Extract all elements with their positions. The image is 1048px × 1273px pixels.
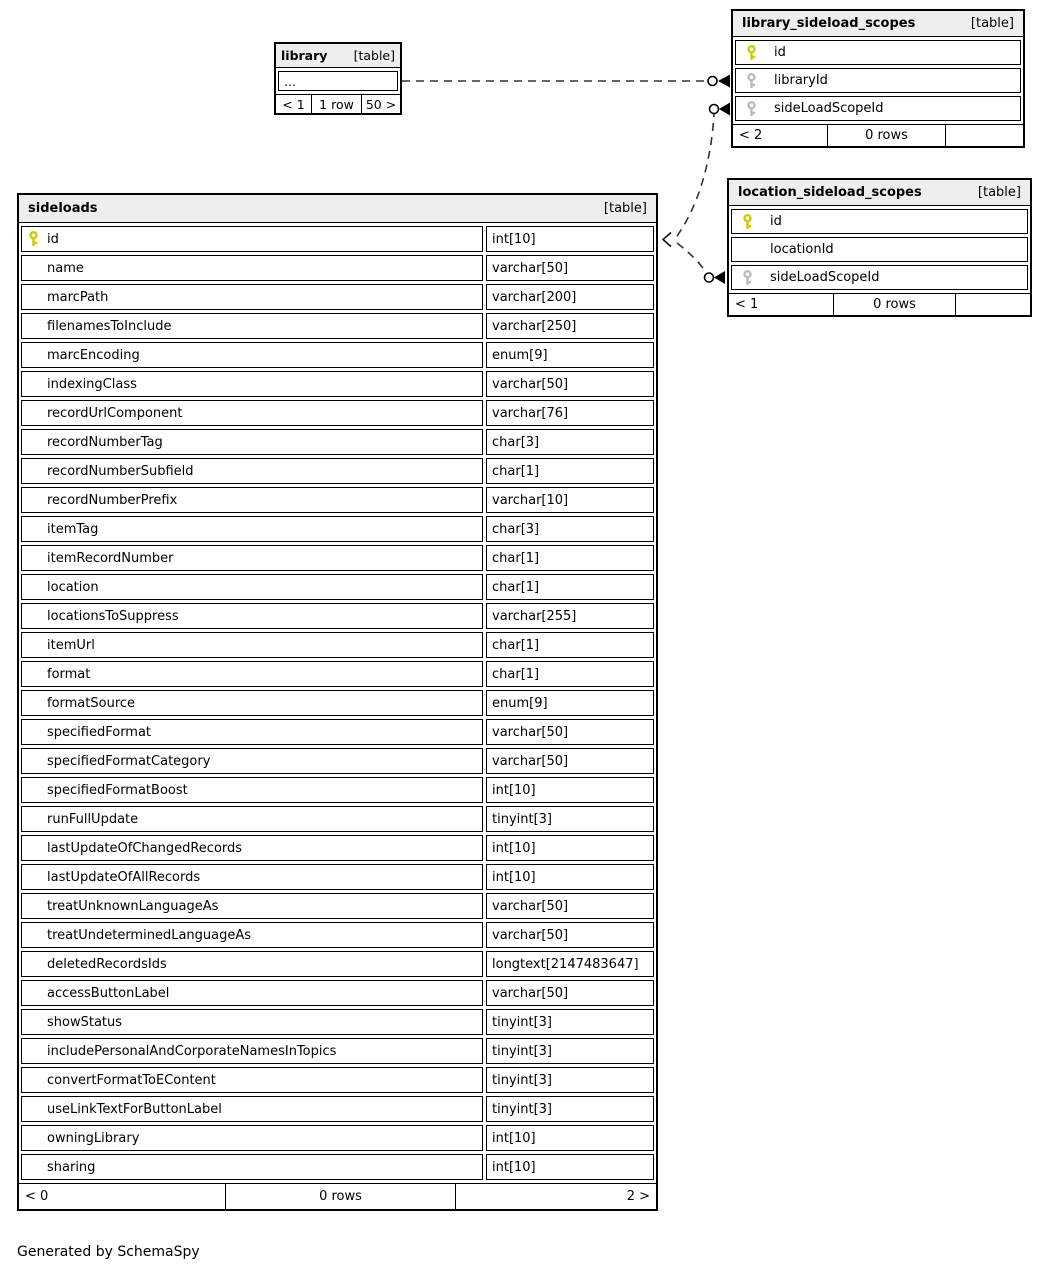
column-type: varchar[50] <box>486 748 654 774</box>
column-name-cell <box>21 1096 483 1122</box>
column-name: specifiedFormat <box>47 724 152 740</box>
column-type: int[10] <box>486 1125 654 1151</box>
column-row <box>21 371 654 397</box>
table-sideloads <box>17 193 658 1211</box>
arrowhead-icon <box>718 75 730 88</box>
column-name-cell <box>21 632 483 658</box>
column-row <box>21 893 654 919</box>
footer-parent-count: < 2 <box>739 128 763 143</box>
table-footer <box>19 1183 656 1209</box>
column-name: recordNumberTag <box>47 434 163 450</box>
column-type: char[1] <box>486 632 654 658</box>
column-name-cell <box>21 603 483 629</box>
relation-sideloads-to-library-sideload-scopes <box>677 103 730 237</box>
column-name: runFullUpdate <box>47 811 139 827</box>
footer-row-count: 1 row <box>311 95 361 113</box>
footer-parent-count: < 0 <box>25 1189 49 1204</box>
column-name: treatUndeterminedLanguageAs <box>47 927 252 943</box>
column-name-cell <box>21 719 483 745</box>
column-name-cell <box>21 429 483 455</box>
key-icon <box>746 73 757 89</box>
column-name-cell <box>21 545 483 571</box>
column-row <box>21 603 654 629</box>
column-row <box>21 458 654 484</box>
column-row <box>21 951 654 977</box>
column-type: char[3] <box>486 429 654 455</box>
column-name-cell <box>21 835 483 861</box>
zero-circle-icon <box>708 77 717 86</box>
column-type: int[10] <box>486 864 654 890</box>
column-row <box>731 265 1028 290</box>
column-row <box>21 574 654 600</box>
column-name: indexingClass <box>47 376 137 392</box>
column-type: varchar[250] <box>486 313 654 339</box>
column-name-cell <box>21 1067 483 1093</box>
column-name-cell <box>21 313 483 339</box>
one-chevron-icon <box>663 233 671 247</box>
table-footer <box>729 293 1030 315</box>
column-name: format <box>47 666 91 682</box>
column-row <box>21 1154 654 1180</box>
column-name: id <box>774 45 786 60</box>
column-name-cell <box>21 284 483 310</box>
column-row <box>21 226 654 252</box>
column-type: tinyint[3] <box>486 1038 654 1064</box>
key-icon <box>742 270 753 286</box>
column-name-cell <box>735 40 1021 65</box>
column-row <box>21 1009 654 1035</box>
column-type: char[1] <box>486 661 654 687</box>
column-name: recordNumberSubfield <box>47 463 194 479</box>
column-row <box>735 96 1021 121</box>
column-type: varchar[50] <box>486 719 654 745</box>
column-type: varchar[200] <box>486 284 654 310</box>
column-type: tinyint[3] <box>486 1067 654 1093</box>
column-name-cell <box>21 777 483 803</box>
column-name-cell <box>21 893 483 919</box>
arrowhead-icon <box>714 271 725 284</box>
relationship-line <box>677 243 706 273</box>
column-row <box>21 835 654 861</box>
column-row <box>21 313 654 339</box>
column-name: includePersonalAndCorporateNamesInTopics <box>47 1043 337 1059</box>
column-type: varchar[50] <box>486 371 654 397</box>
column-row <box>21 777 654 803</box>
column-type: longtext[2147483647] <box>486 951 654 977</box>
table-title: library <box>281 48 328 63</box>
column-name: useLinkTextForButtonLabel <box>47 1101 222 1117</box>
generated-by-caption: Generated by SchemaSpy <box>17 1244 200 1260</box>
column-name: name <box>47 260 84 276</box>
footer-row-count: 0 rows <box>833 294 955 315</box>
footer-parent-count: < 1 <box>735 297 759 312</box>
table-title: library_sideload_scopes <box>742 16 916 31</box>
column-name: convertFormatToEContent <box>47 1072 216 1088</box>
column-name-cell <box>21 1125 483 1151</box>
footer-child-count: 2 > <box>455 1184 656 1209</box>
column-name: specifiedFormatCategory <box>47 753 211 769</box>
column-name: marcPath <box>47 289 109 305</box>
column-type: tinyint[3] <box>486 806 654 832</box>
column-row <box>21 429 654 455</box>
column-name: id <box>47 231 59 247</box>
column-name-cell <box>21 255 483 281</box>
arrowhead-icon <box>719 103 730 116</box>
column-row <box>21 690 654 716</box>
column-name: libraryId <box>774 73 828 88</box>
column-type: char[1] <box>486 574 654 600</box>
column-name-cell <box>21 661 483 687</box>
footer-row-count: 0 rows <box>225 1184 455 1209</box>
key-icon <box>742 214 753 230</box>
table-type-tag: [table] <box>970 16 1014 31</box>
table-location-sideload-scopes <box>727 178 1032 317</box>
column-row <box>735 68 1021 93</box>
footer-child-count: 50 > <box>361 95 400 113</box>
column-name: accessButtonLabel <box>47 985 170 1001</box>
column-name: deletedRecordsIds <box>47 956 167 972</box>
column-row <box>21 922 654 948</box>
table-footer <box>276 94 400 113</box>
column-type: int[10] <box>486 1154 654 1180</box>
column-name-cell <box>21 980 483 1006</box>
column-name-cell <box>21 1009 483 1035</box>
column-type: char[3] <box>486 516 654 542</box>
column-name: sideLoadScopeId <box>770 270 880 285</box>
footer-child-count <box>945 125 1023 146</box>
column-name-cell <box>21 1154 483 1180</box>
column-type: char[1] <box>486 545 654 571</box>
column-name-cell <box>21 371 483 397</box>
table-title: location_sideload_scopes <box>738 185 922 200</box>
column-row <box>21 516 654 542</box>
column-name: recordUrlComponent <box>47 405 183 421</box>
column-name: itemRecordNumber <box>47 550 174 566</box>
column-type: varchar[50] <box>486 980 654 1006</box>
column-type: tinyint[3] <box>486 1096 654 1122</box>
ellipsis-cell: ... <box>278 71 398 91</box>
column-name-cell <box>21 922 483 948</box>
column-row <box>21 255 654 281</box>
table-type-tag: [table] <box>603 201 647 216</box>
key-icon <box>28 231 39 247</box>
column-type: int[10] <box>486 777 654 803</box>
column-name: marcEncoding <box>47 347 140 363</box>
column-list <box>731 209 1028 290</box>
column-name-cell <box>21 864 483 890</box>
relation-library-to-library-sideload-scopes <box>402 75 730 88</box>
table-library-sideload-scopes <box>731 9 1025 148</box>
column-name-cell <box>21 458 483 484</box>
table-header-library-sideload-scopes[interactable] <box>733 11 1023 37</box>
column-name-cell <box>21 748 483 774</box>
column-name-cell <box>21 951 483 977</box>
column-row <box>21 864 654 890</box>
column-name-cell <box>21 806 483 832</box>
column-row <box>21 545 654 571</box>
column-name: lastUpdateOfChangedRecords <box>47 840 243 856</box>
column-type: int[10] <box>486 835 654 861</box>
column-row <box>21 1125 654 1151</box>
column-name-cell <box>21 1038 483 1064</box>
column-name: treatUnknownLanguageAs <box>47 898 219 914</box>
column-row <box>21 661 654 687</box>
column-name: locationId <box>770 242 834 257</box>
column-type: enum[9] <box>486 342 654 368</box>
column-name-cell <box>735 68 1021 93</box>
column-name: showStatus <box>47 1014 123 1030</box>
collapsed-columns-row <box>278 71 398 91</box>
table-header-location-sideload-scopes[interactable] <box>729 180 1030 206</box>
column-name-cell <box>21 516 483 542</box>
column-row <box>731 209 1028 234</box>
column-type: varchar[76] <box>486 400 654 426</box>
column-row <box>735 40 1021 65</box>
column-name: locationsToSuppress <box>47 608 179 624</box>
column-name: lastUpdateOfAllRecords <box>47 869 201 885</box>
table-library <box>274 42 402 115</box>
column-type: enum[9] <box>486 690 654 716</box>
column-type: char[1] <box>486 458 654 484</box>
column-row <box>21 980 654 1006</box>
table-title: sideloads <box>28 201 98 216</box>
column-name-cell <box>21 342 483 368</box>
table-header-sideloads[interactable] <box>19 195 656 223</box>
column-row <box>21 806 654 832</box>
column-row <box>21 342 654 368</box>
column-type: varchar[255] <box>486 603 654 629</box>
column-name: formatSource <box>47 695 136 711</box>
column-type: varchar[50] <box>486 255 654 281</box>
zero-circle-icon <box>710 105 719 114</box>
footer-parent-count: < 1 <box>282 96 305 112</box>
column-row <box>731 237 1028 262</box>
column-name: filenamesToInclude <box>47 318 172 334</box>
column-name: sharing <box>47 1159 96 1175</box>
column-type: varchar[10] <box>486 487 654 513</box>
footer-child-count <box>955 294 1030 315</box>
column-name-cell <box>735 96 1021 121</box>
column-name: location <box>47 579 99 595</box>
column-row <box>21 284 654 310</box>
column-name-cell <box>731 265 1028 290</box>
relation-sideloads-to-location-sideload-scopes <box>677 243 725 284</box>
column-list <box>21 226 654 1180</box>
column-name: sideLoadScopeId <box>774 101 884 116</box>
column-list <box>735 40 1021 121</box>
column-name-cell <box>21 400 483 426</box>
table-type-tag: [table] <box>353 48 395 63</box>
column-name-cell <box>21 574 483 600</box>
column-name: recordNumberPrefix <box>47 492 178 508</box>
column-name-cell <box>21 226 483 252</box>
column-name: itemUrl <box>47 637 95 653</box>
column-row <box>21 1038 654 1064</box>
column-type: varchar[50] <box>486 893 654 919</box>
column-row <box>21 487 654 513</box>
table-header-library[interactable] <box>276 44 400 68</box>
column-type: int[10] <box>486 226 654 252</box>
column-name: owningLibrary <box>47 1130 140 1146</box>
column-row <box>21 748 654 774</box>
column-type: varchar[50] <box>486 922 654 948</box>
column-row <box>21 400 654 426</box>
table-footer <box>733 124 1023 146</box>
relationship-line <box>677 114 714 236</box>
column-name-cell <box>21 690 483 716</box>
zero-circle-icon <box>705 273 714 282</box>
column-name-cell <box>731 237 1028 262</box>
column-name-cell <box>21 487 483 513</box>
column-row <box>21 1067 654 1093</box>
column-name: id <box>770 214 782 229</box>
column-type: tinyint[3] <box>486 1009 654 1035</box>
key-icon <box>746 45 757 61</box>
column-row <box>21 1096 654 1122</box>
key-icon <box>746 101 757 117</box>
column-row <box>21 632 654 658</box>
column-name: specifiedFormatBoost <box>47 782 188 798</box>
column-name-cell <box>731 209 1028 234</box>
footer-row-count: 0 rows <box>827 125 945 146</box>
column-row <box>21 719 654 745</box>
table-type-tag: [table] <box>977 185 1021 200</box>
column-name: itemTag <box>47 521 99 537</box>
